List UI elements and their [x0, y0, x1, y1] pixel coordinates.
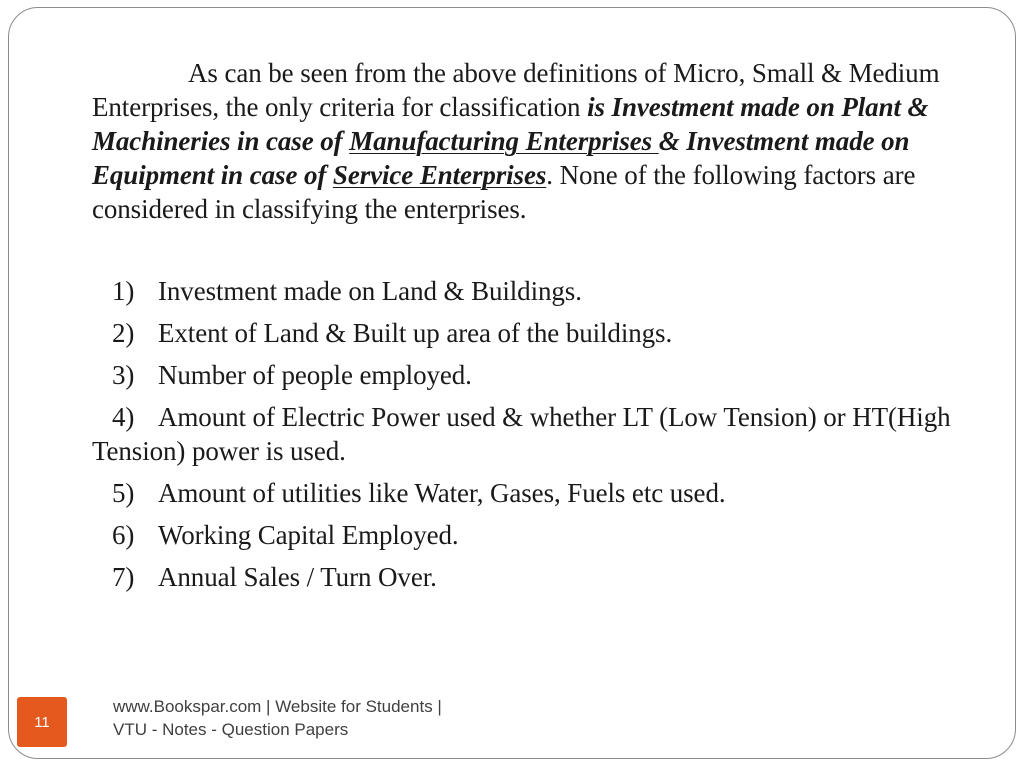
list-item-number: 2) [112, 318, 135, 348]
list-item-text: Annual Sales / Turn Over. [158, 562, 437, 592]
list-item-text: Working Capital Employed. [158, 520, 459, 550]
list-item [92, 274, 967, 308]
service-enterprises-link: Service Enterprises [332, 160, 547, 190]
list-item-text: Number of people employed. [158, 360, 472, 390]
list-item-text: Investment made on Land & Buildings. [158, 276, 582, 306]
factors-list [92, 274, 967, 594]
footer-line-2: VTU - Notes - Question Papers [113, 720, 349, 739]
list-item-number: 5) [112, 478, 135, 508]
page-number-badge [17, 697, 67, 747]
list-item-text: Amount of Electric Power used & whether LT (Low Tension) or HT(High Tension) power is used. [92, 402, 951, 466]
list-item-number: 3) [112, 360, 135, 390]
list-item-text: Amount of utilities like Water, Gases, Fuels etc used. [158, 478, 726, 508]
list-item [92, 476, 967, 510]
manufacturing-enterprises-link: Manufacturing Enterprises [349, 126, 659, 156]
slide-body [92, 56, 967, 602]
intro-text-part1: As can be seen from the above definitions of Micro, Small & Medium Enterprises, the only criteria for classification [92, 58, 940, 122]
footer [113, 695, 533, 741]
footer-line-1: www.Bookspar.com | Website for Students | [113, 697, 442, 716]
list-item [92, 316, 967, 350]
list-item-number: 7) [112, 562, 135, 592]
intro-emphasis-2: & Investment made on Equipment in case of [92, 126, 910, 190]
intro-emphasis-1: is Investment made on Plant & Machineries in case of [92, 92, 929, 156]
list-item [92, 560, 967, 594]
page-number: 11 [34, 713, 50, 731]
intro-text-part2: . None of the following factors are considered in classifying the enterprises. [92, 160, 916, 224]
list-item-number: 4) [112, 402, 135, 432]
list-item [92, 518, 967, 552]
list-item [92, 358, 967, 392]
list-item [92, 400, 967, 468]
list-item-text: Extent of Land & Built up area of the buildings. [158, 318, 673, 348]
list-item-number: 6) [112, 520, 135, 550]
list-item-number: 1) [112, 276, 135, 306]
intro-paragraph [92, 56, 967, 226]
